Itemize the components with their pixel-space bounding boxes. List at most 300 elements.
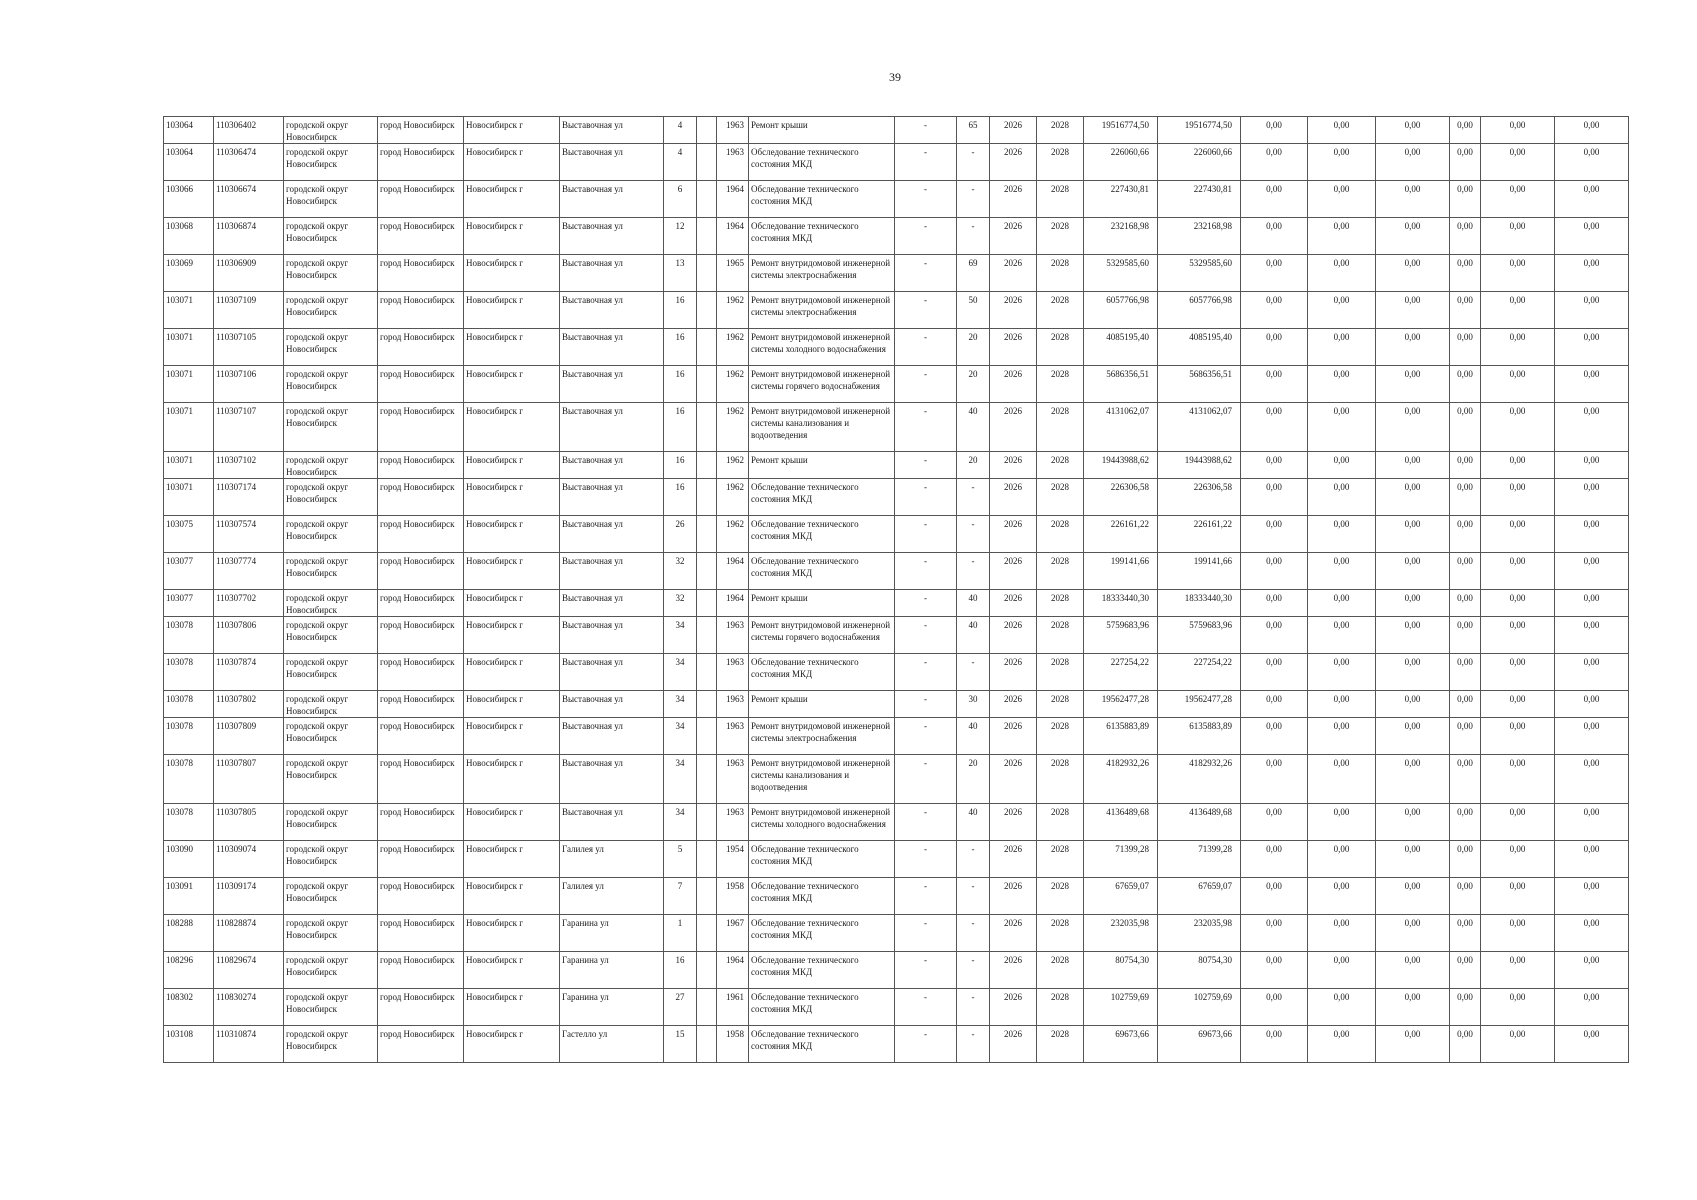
cell-wear-percent: - xyxy=(957,144,990,181)
cell-amount-3: 0,00 xyxy=(1376,590,1450,617)
cell-municipality: город Новосибирск xyxy=(378,755,464,804)
cell-work-type: Обследование технического состояния МКД xyxy=(749,1026,895,1063)
table-row xyxy=(164,654,1629,691)
cell-amount-3: 0,00 xyxy=(1376,841,1450,878)
cell-dash-value: - xyxy=(895,479,957,516)
cell-year-built: 1967 xyxy=(717,915,749,952)
table-row xyxy=(164,255,1629,292)
cell-municipality: город Новосибирск xyxy=(378,989,464,1026)
cell-cost-total: 5759683,96 xyxy=(1084,617,1158,654)
cell-amount-1: 0,00 xyxy=(1241,255,1308,292)
cell-amount-3: 0,00 xyxy=(1376,403,1450,452)
cell-street: Гаранина ул xyxy=(560,915,664,952)
cell-amount-2: 0,00 xyxy=(1308,1026,1376,1063)
cell-locality: Новосибирск г xyxy=(464,144,560,181)
cell-street: Выставочная ул xyxy=(560,403,664,452)
cell-year-built: 1962 xyxy=(717,452,749,479)
cell-year-built: 1962 xyxy=(717,366,749,403)
cell-building xyxy=(697,553,717,590)
cell-amount-6: 0,00 xyxy=(1555,1026,1629,1063)
cell-cost-fund: 199141,66 xyxy=(1158,553,1241,590)
cell-district: городской округ Новосибирск xyxy=(284,841,378,878)
cell-amount-6: 0,00 xyxy=(1555,755,1629,804)
cell-house-number: 5 xyxy=(664,841,697,878)
cell-year-start: 2026 xyxy=(990,181,1037,218)
cell-year-end: 2028 xyxy=(1037,590,1084,617)
cell-cost-fund: 4085195,40 xyxy=(1158,329,1241,366)
cell-dash-value: - xyxy=(895,144,957,181)
cell-building xyxy=(697,117,717,144)
cell-work-type: Обследование технического состояния МКД xyxy=(749,218,895,255)
cell-year-built: 1964 xyxy=(717,553,749,590)
cell-amount-5: 0,00 xyxy=(1481,590,1555,617)
cell-amount-3: 0,00 xyxy=(1376,915,1450,952)
cell-house-number: 34 xyxy=(664,617,697,654)
cell-locality: Новосибирск г xyxy=(464,292,560,329)
cell-record-id: 110830274 xyxy=(214,989,284,1026)
cell-amount-4: 0,00 xyxy=(1450,452,1481,479)
cell-record-id: 110307102 xyxy=(214,452,284,479)
table-row xyxy=(164,804,1629,841)
cell-district: городской округ Новосибирск xyxy=(284,804,378,841)
cell-house-id: 103069 xyxy=(164,255,214,292)
cell-amount-5: 0,00 xyxy=(1481,181,1555,218)
cell-street: Гаранина ул xyxy=(560,989,664,1026)
cell-amount-5: 0,00 xyxy=(1481,718,1555,755)
table-row xyxy=(164,516,1629,553)
cell-work-type: Обследование технического состояния МКД xyxy=(749,516,895,553)
cell-street: Выставочная ул xyxy=(560,218,664,255)
cell-year-built: 1962 xyxy=(717,329,749,366)
cell-wear-percent: 65 xyxy=(957,117,990,144)
cell-building xyxy=(697,952,717,989)
cell-record-id: 110307107 xyxy=(214,403,284,452)
cell-house-id: 103071 xyxy=(164,452,214,479)
cell-dash-value: - xyxy=(895,952,957,989)
cell-house-number: 16 xyxy=(664,403,697,452)
cell-street: Выставочная ул xyxy=(560,117,664,144)
cell-locality: Новосибирск г xyxy=(464,590,560,617)
cell-amount-5: 0,00 xyxy=(1481,452,1555,479)
cell-amount-3: 0,00 xyxy=(1376,553,1450,590)
cell-amount-5: 0,00 xyxy=(1481,952,1555,989)
cell-amount-4: 0,00 xyxy=(1450,617,1481,654)
cell-year-end: 2028 xyxy=(1037,144,1084,181)
cell-building xyxy=(697,1026,717,1063)
cell-municipality: город Новосибирск xyxy=(378,479,464,516)
cell-building xyxy=(697,218,717,255)
cell-amount-1: 0,00 xyxy=(1241,691,1308,718)
cell-amount-5: 0,00 xyxy=(1481,117,1555,144)
cell-record-id: 110307806 xyxy=(214,617,284,654)
cell-cost-total: 6057766,98 xyxy=(1084,292,1158,329)
cell-amount-6: 0,00 xyxy=(1555,366,1629,403)
cell-house-id: 103091 xyxy=(164,878,214,915)
cell-record-id: 110307106 xyxy=(214,366,284,403)
cell-dash-value: - xyxy=(895,452,957,479)
cell-year-built: 1963 xyxy=(717,804,749,841)
cell-amount-5: 0,00 xyxy=(1481,1026,1555,1063)
cell-amount-2: 0,00 xyxy=(1308,952,1376,989)
cell-amount-6: 0,00 xyxy=(1555,841,1629,878)
cell-house-id: 103077 xyxy=(164,590,214,617)
cell-year-end: 2028 xyxy=(1037,691,1084,718)
cell-house-number: 16 xyxy=(664,452,697,479)
cell-building xyxy=(697,516,717,553)
cell-year-start: 2026 xyxy=(990,1026,1037,1063)
cell-amount-1: 0,00 xyxy=(1241,718,1308,755)
cell-dash-value: - xyxy=(895,989,957,1026)
table-row xyxy=(164,479,1629,516)
cell-house-id: 103078 xyxy=(164,755,214,804)
cell-amount-4: 0,00 xyxy=(1450,516,1481,553)
cell-work-type: Обследование технического состояния МКД xyxy=(749,144,895,181)
cell-building xyxy=(697,452,717,479)
cell-amount-6: 0,00 xyxy=(1555,804,1629,841)
cell-municipality: город Новосибирск xyxy=(378,841,464,878)
cell-amount-2: 0,00 xyxy=(1308,755,1376,804)
cell-year-built: 1963 xyxy=(717,117,749,144)
cell-building xyxy=(697,181,717,218)
cell-amount-4: 0,00 xyxy=(1450,479,1481,516)
cell-municipality: город Новосибирск xyxy=(378,218,464,255)
cell-wear-percent: - xyxy=(957,516,990,553)
cell-amount-3: 0,00 xyxy=(1376,479,1450,516)
cell-year-end: 2028 xyxy=(1037,403,1084,452)
cell-year-start: 2026 xyxy=(990,691,1037,718)
cell-amount-6: 0,00 xyxy=(1555,553,1629,590)
cell-district: городской округ Новосибирск xyxy=(284,718,378,755)
cell-amount-2: 0,00 xyxy=(1308,403,1376,452)
cell-house-id: 103078 xyxy=(164,804,214,841)
cell-year-start: 2026 xyxy=(990,989,1037,1026)
cell-building xyxy=(697,366,717,403)
cell-house-id: 103071 xyxy=(164,479,214,516)
table-row xyxy=(164,841,1629,878)
cell-house-number: 12 xyxy=(664,218,697,255)
cell-record-id: 110307805 xyxy=(214,804,284,841)
cell-record-id: 110309074 xyxy=(214,841,284,878)
cell-amount-5: 0,00 xyxy=(1481,804,1555,841)
cell-district: городской округ Новосибирск xyxy=(284,144,378,181)
cell-amount-6: 0,00 xyxy=(1555,989,1629,1026)
cell-year-start: 2026 xyxy=(990,329,1037,366)
cell-record-id: 110306674 xyxy=(214,181,284,218)
cell-amount-2: 0,00 xyxy=(1308,479,1376,516)
cell-year-start: 2026 xyxy=(990,403,1037,452)
cell-amount-6: 0,00 xyxy=(1555,117,1629,144)
cell-district: городской округ Новосибирск xyxy=(284,755,378,804)
cell-cost-total: 102759,69 xyxy=(1084,989,1158,1026)
cell-cost-fund: 19562477,28 xyxy=(1158,691,1241,718)
cell-amount-4: 0,00 xyxy=(1450,553,1481,590)
cell-amount-5: 0,00 xyxy=(1481,479,1555,516)
cell-street: Выставочная ул xyxy=(560,479,664,516)
cell-municipality: город Новосибирск xyxy=(378,516,464,553)
cell-amount-3: 0,00 xyxy=(1376,255,1450,292)
cell-district: городской округ Новосибирск xyxy=(284,452,378,479)
cell-house-number: 4 xyxy=(664,144,697,181)
cell-house-id: 103078 xyxy=(164,617,214,654)
cell-amount-6: 0,00 xyxy=(1555,878,1629,915)
table-row xyxy=(164,718,1629,755)
cell-street: Выставочная ул xyxy=(560,329,664,366)
table-row xyxy=(164,691,1629,718)
cell-record-id: 110307774 xyxy=(214,553,284,590)
cell-amount-1: 0,00 xyxy=(1241,915,1308,952)
cell-work-type: Ремонт внутридомовой инженерной системы канализования и водоотведения xyxy=(749,403,895,452)
cell-building xyxy=(697,755,717,804)
cell-cost-total: 4136489,68 xyxy=(1084,804,1158,841)
cell-building xyxy=(697,804,717,841)
cell-amount-6: 0,00 xyxy=(1555,181,1629,218)
cell-cost-total: 19516774,50 xyxy=(1084,117,1158,144)
cell-amount-2: 0,00 xyxy=(1308,590,1376,617)
cell-locality: Новосибирск г xyxy=(464,617,560,654)
cell-amount-3: 0,00 xyxy=(1376,952,1450,989)
cell-cost-total: 19443988,62 xyxy=(1084,452,1158,479)
cell-wear-percent: 20 xyxy=(957,329,990,366)
cell-amount-5: 0,00 xyxy=(1481,617,1555,654)
cell-cost-fund: 226060,66 xyxy=(1158,144,1241,181)
cell-year-end: 2028 xyxy=(1037,755,1084,804)
cell-municipality: город Новосибирск xyxy=(378,617,464,654)
cell-amount-4: 0,00 xyxy=(1450,804,1481,841)
cell-building xyxy=(697,718,717,755)
cell-cost-fund: 4182932,26 xyxy=(1158,755,1241,804)
cell-house-id: 103090 xyxy=(164,841,214,878)
cell-cost-fund: 5686356,51 xyxy=(1158,366,1241,403)
cell-amount-5: 0,00 xyxy=(1481,403,1555,452)
cell-amount-1: 0,00 xyxy=(1241,1026,1308,1063)
cell-locality: Новосибирск г xyxy=(464,841,560,878)
cell-record-id: 110829674 xyxy=(214,952,284,989)
cell-street: Галилея ул xyxy=(560,841,664,878)
cell-building xyxy=(697,144,717,181)
cell-house-number: 15 xyxy=(664,1026,697,1063)
cell-amount-4: 0,00 xyxy=(1450,755,1481,804)
cell-year-built: 1963 xyxy=(717,755,749,804)
cell-cost-fund: 227254,22 xyxy=(1158,654,1241,691)
cell-amount-4: 0,00 xyxy=(1450,255,1481,292)
cell-dash-value: - xyxy=(895,654,957,691)
page-number: 39 xyxy=(889,70,901,84)
cell-municipality: город Новосибирск xyxy=(378,915,464,952)
cell-cost-fund: 71399,28 xyxy=(1158,841,1241,878)
cell-municipality: город Новосибирск xyxy=(378,329,464,366)
cell-amount-4: 0,00 xyxy=(1450,181,1481,218)
cell-district: городской округ Новосибирск xyxy=(284,553,378,590)
cell-cost-total: 67659,07 xyxy=(1084,878,1158,915)
cell-cost-fund: 6057766,98 xyxy=(1158,292,1241,329)
cell-wear-percent: - xyxy=(957,479,990,516)
cell-amount-3: 0,00 xyxy=(1376,654,1450,691)
cell-house-id: 103078 xyxy=(164,691,214,718)
cell-year-start: 2026 xyxy=(990,452,1037,479)
cell-district: городской округ Новосибирск xyxy=(284,878,378,915)
cell-district: городской округ Новосибирск xyxy=(284,654,378,691)
cell-amount-2: 0,00 xyxy=(1308,218,1376,255)
cell-cost-total: 5686356,51 xyxy=(1084,366,1158,403)
cell-amount-6: 0,00 xyxy=(1555,952,1629,989)
cell-cost-total: 232035,98 xyxy=(1084,915,1158,952)
cell-house-number: 34 xyxy=(664,755,697,804)
cell-cost-total: 226060,66 xyxy=(1084,144,1158,181)
cell-year-built: 1963 xyxy=(717,617,749,654)
cell-municipality: город Новосибирск xyxy=(378,590,464,617)
cell-street: Выставочная ул xyxy=(560,804,664,841)
cell-year-built: 1963 xyxy=(717,654,749,691)
cell-amount-4: 0,00 xyxy=(1450,1026,1481,1063)
cell-dash-value: - xyxy=(895,255,957,292)
cell-year-start: 2026 xyxy=(990,654,1037,691)
cell-work-type: Ремонт крыши xyxy=(749,691,895,718)
cell-year-built: 1964 xyxy=(717,181,749,218)
cell-locality: Новосибирск г xyxy=(464,915,560,952)
cell-work-type: Обследование технического состояния МКД xyxy=(749,841,895,878)
cell-year-start: 2026 xyxy=(990,553,1037,590)
cell-amount-2: 0,00 xyxy=(1308,553,1376,590)
cell-house-number: 34 xyxy=(664,718,697,755)
cell-year-end: 2028 xyxy=(1037,181,1084,218)
cell-house-id: 103075 xyxy=(164,516,214,553)
cell-house-id: 103064 xyxy=(164,144,214,181)
cell-cost-fund: 232168,98 xyxy=(1158,218,1241,255)
cell-house-id: 108296 xyxy=(164,952,214,989)
cell-amount-1: 0,00 xyxy=(1241,553,1308,590)
cell-street: Выставочная ул xyxy=(560,755,664,804)
cell-amount-4: 0,00 xyxy=(1450,117,1481,144)
cell-street: Выставочная ул xyxy=(560,590,664,617)
cell-amount-1: 0,00 xyxy=(1241,654,1308,691)
cell-amount-1: 0,00 xyxy=(1241,804,1308,841)
cell-municipality: город Новосибирск xyxy=(378,117,464,144)
cell-district: городской округ Новосибирск xyxy=(284,691,378,718)
cell-locality: Новосибирск г xyxy=(464,516,560,553)
cell-cost-fund: 227430,81 xyxy=(1158,181,1241,218)
cell-cost-fund: 80754,30 xyxy=(1158,952,1241,989)
cell-year-end: 2028 xyxy=(1037,516,1084,553)
cell-amount-5: 0,00 xyxy=(1481,841,1555,878)
cell-dash-value: - xyxy=(895,915,957,952)
cell-amount-3: 0,00 xyxy=(1376,1026,1450,1063)
cell-year-built: 1958 xyxy=(717,1026,749,1063)
cell-amount-5: 0,00 xyxy=(1481,218,1555,255)
cell-house-number: 16 xyxy=(664,952,697,989)
table-row xyxy=(164,590,1629,617)
cell-work-type: Ремонт внутридомовой инженерной системы холодного водоснабжения xyxy=(749,329,895,366)
cell-year-start: 2026 xyxy=(990,617,1037,654)
cell-amount-5: 0,00 xyxy=(1481,691,1555,718)
cell-year-end: 2028 xyxy=(1037,479,1084,516)
cell-amount-2: 0,00 xyxy=(1308,804,1376,841)
cell-amount-1: 0,00 xyxy=(1241,952,1308,989)
cell-dash-value: - xyxy=(895,755,957,804)
cell-year-start: 2026 xyxy=(990,255,1037,292)
table-row xyxy=(164,553,1629,590)
cell-dash-value: - xyxy=(895,553,957,590)
cell-amount-4: 0,00 xyxy=(1450,654,1481,691)
cell-year-end: 2028 xyxy=(1037,218,1084,255)
cell-amount-5: 0,00 xyxy=(1481,989,1555,1026)
cell-wear-percent: 20 xyxy=(957,452,990,479)
cell-record-id: 110306474 xyxy=(214,144,284,181)
cell-year-end: 2028 xyxy=(1037,452,1084,479)
cell-year-built: 1962 xyxy=(717,403,749,452)
cell-amount-3: 0,00 xyxy=(1376,718,1450,755)
cell-amount-4: 0,00 xyxy=(1450,952,1481,989)
cell-cost-fund: 19516774,50 xyxy=(1158,117,1241,144)
cell-amount-4: 0,00 xyxy=(1450,718,1481,755)
cell-street: Выставочная ул xyxy=(560,691,664,718)
cell-cost-total: 19562477,28 xyxy=(1084,691,1158,718)
cell-street: Галилея ул xyxy=(560,878,664,915)
cell-year-start: 2026 xyxy=(990,292,1037,329)
cell-year-built: 1962 xyxy=(717,479,749,516)
cell-house-number: 6 xyxy=(664,181,697,218)
cell-amount-1: 0,00 xyxy=(1241,366,1308,403)
cell-house-id: 103064 xyxy=(164,117,214,144)
table-row xyxy=(164,218,1629,255)
cell-district: городской округ Новосибирск xyxy=(284,329,378,366)
cell-year-start: 2026 xyxy=(990,878,1037,915)
cell-cost-total: 227254,22 xyxy=(1084,654,1158,691)
cell-amount-4: 0,00 xyxy=(1450,915,1481,952)
cell-wear-percent: - xyxy=(957,878,990,915)
table-row xyxy=(164,329,1629,366)
cell-house-number: 26 xyxy=(664,516,697,553)
cell-year-end: 2028 xyxy=(1037,989,1084,1026)
cell-amount-3: 0,00 xyxy=(1376,218,1450,255)
cell-work-type: Обследование технического состояния МКД xyxy=(749,878,895,915)
cell-record-id: 110307809 xyxy=(214,718,284,755)
table-row xyxy=(164,452,1629,479)
cell-amount-2: 0,00 xyxy=(1308,691,1376,718)
cell-amount-2: 0,00 xyxy=(1308,366,1376,403)
cell-district: городской округ Новосибирск xyxy=(284,479,378,516)
cell-street: Выставочная ул xyxy=(560,617,664,654)
cell-cost-fund: 102759,69 xyxy=(1158,989,1241,1026)
cell-amount-5: 0,00 xyxy=(1481,915,1555,952)
table-row xyxy=(164,144,1629,181)
cell-dash-value: - xyxy=(895,718,957,755)
cell-amount-4: 0,00 xyxy=(1450,878,1481,915)
cell-dash-value: - xyxy=(895,878,957,915)
cell-house-id: 108302 xyxy=(164,989,214,1026)
cell-work-type: Ремонт внутридомовой инженерной системы холодного водоснабжения xyxy=(749,804,895,841)
table-row xyxy=(164,1026,1629,1063)
cell-cost-fund: 226306,58 xyxy=(1158,479,1241,516)
cell-house-number: 32 xyxy=(664,590,697,617)
cell-amount-5: 0,00 xyxy=(1481,878,1555,915)
cell-cost-total: 6135883,89 xyxy=(1084,718,1158,755)
cell-locality: Новосибирск г xyxy=(464,117,560,144)
cell-district: городской округ Новосибирск xyxy=(284,181,378,218)
cell-amount-1: 0,00 xyxy=(1241,144,1308,181)
cell-work-type: Ремонт крыши xyxy=(749,590,895,617)
cell-district: городской округ Новосибирск xyxy=(284,366,378,403)
cell-dash-value: - xyxy=(895,617,957,654)
cell-record-id: 110306909 xyxy=(214,255,284,292)
cell-building xyxy=(697,479,717,516)
cell-amount-5: 0,00 xyxy=(1481,654,1555,691)
cell-dash-value: - xyxy=(895,590,957,617)
cell-house-number: 16 xyxy=(664,479,697,516)
cell-amount-1: 0,00 xyxy=(1241,452,1308,479)
cell-year-end: 2028 xyxy=(1037,366,1084,403)
cell-locality: Новосибирск г xyxy=(464,366,560,403)
cell-amount-6: 0,00 xyxy=(1555,329,1629,366)
